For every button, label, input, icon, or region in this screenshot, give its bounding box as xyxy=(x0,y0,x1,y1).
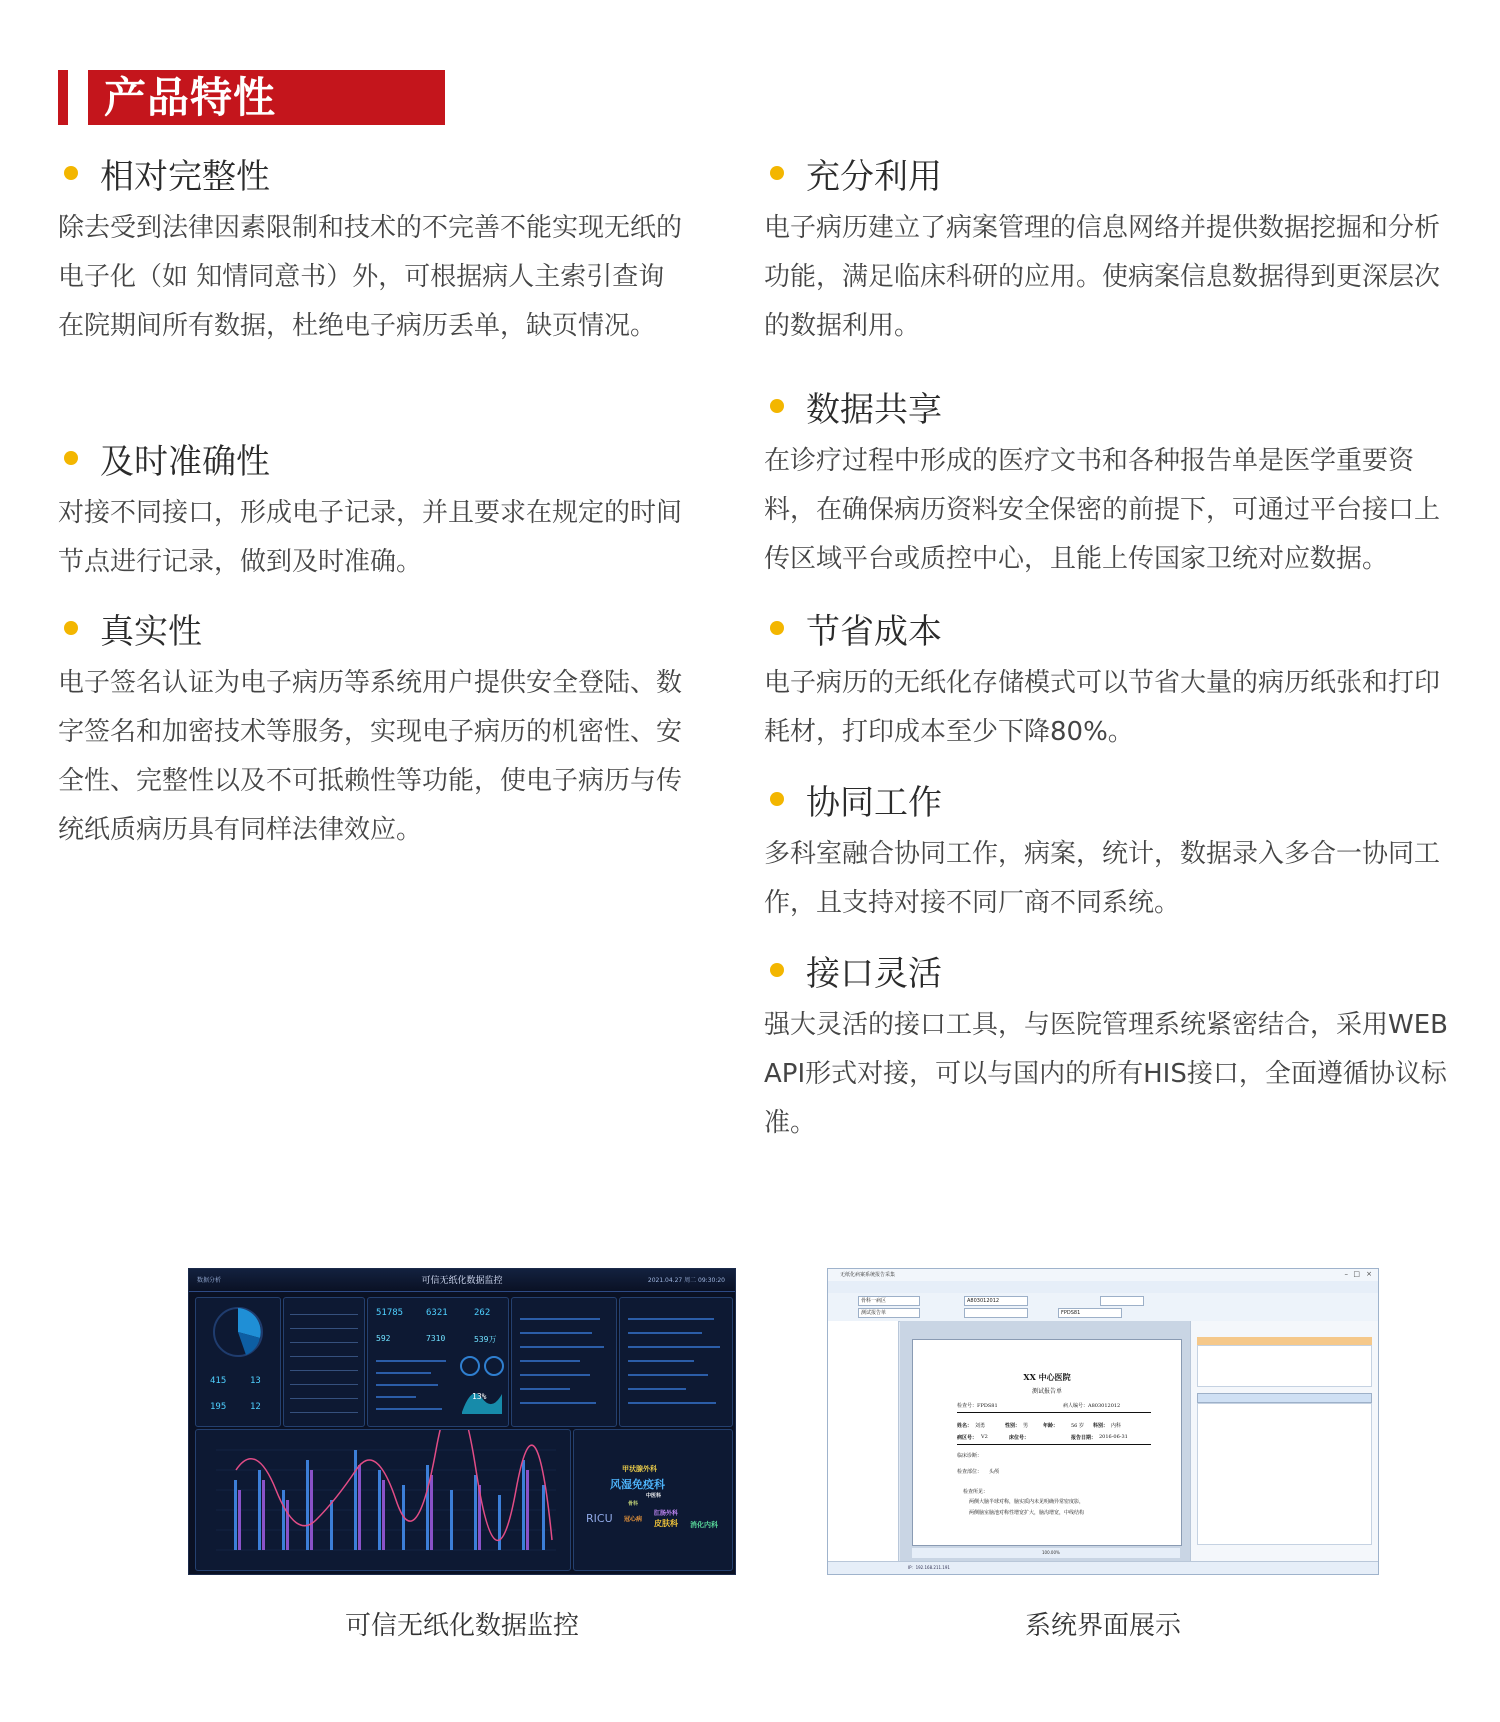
bullet-icon xyxy=(770,621,784,635)
status-bar xyxy=(828,1561,1378,1574)
system-ui-screenshot xyxy=(827,1268,1379,1575)
doc-finding-line: 两侧大脑半球对称，脑实质内未见明确异常密度影， xyxy=(969,1499,1085,1505)
feature-title: 及时准确性 xyxy=(100,441,270,482)
name-field[interactable] xyxy=(1100,1296,1144,1306)
gauge-value: 13% xyxy=(472,1392,487,1401)
dashboard-wordcloud xyxy=(573,1429,733,1571)
doc-title: 测试报告单 xyxy=(1031,1388,1062,1395)
stat-value: 6321 xyxy=(426,1308,448,1318)
doc-finding-line: 两侧脑室脑池对称性增宽扩大，脑沟增宽，中线结构 xyxy=(969,1510,1085,1516)
feature-body: 对接不同接口，形成电子记录，并且要求在规定的时间节点进行记录，做到及时准确。 xyxy=(58,498,683,577)
dashboard-panel-ranking xyxy=(619,1297,733,1427)
dashboard-topbar xyxy=(189,1269,735,1292)
caption-dashboard: 可信无纸化数据监控 xyxy=(344,1611,579,1641)
stat-value: 592 xyxy=(376,1334,391,1343)
feature-title: 节省成本 xyxy=(806,611,942,652)
bullet-icon xyxy=(64,166,78,180)
doc-date-value: 2016-06-31 xyxy=(1099,1434,1128,1440)
doc-age-label: 年龄： xyxy=(1043,1423,1059,1429)
section-title: 产品特性 xyxy=(88,70,445,125)
wordcloud-term: 皮肤科 xyxy=(654,1519,678,1528)
feature-integrity xyxy=(58,150,688,351)
feature-title: 接口灵活 xyxy=(806,953,942,994)
doc-finding-label: 检查所见： xyxy=(963,1489,989,1495)
trend-chart-graphic xyxy=(196,1430,570,1570)
feature-body: 多科室融合协同工作，病案，统计，数据录入多合一协同工作，且支持对接不同厂商不同系统。 xyxy=(764,839,1441,918)
wordcloud-term: 风湿免疫科 xyxy=(610,1478,665,1491)
wordcloud-term: 骨科 xyxy=(628,1501,639,1507)
bullet-icon xyxy=(770,792,784,806)
dashboard-panel-stats xyxy=(367,1297,509,1427)
wordcloud-term: 冠心病 xyxy=(624,1516,643,1523)
feature-body: 除去受到法律因素限制和技术的不完善不能实现无纸的电子化（如 知情同意书）外，可根据病人主索引查询在院期间所有数据，杜绝电子病历丢单，缺页情况。 xyxy=(58,213,683,341)
dashboard-left-label: 数据分析 xyxy=(197,1277,222,1284)
bullet-icon xyxy=(64,451,78,465)
date-field[interactable] xyxy=(964,1308,1028,1318)
query-form xyxy=(828,1293,1378,1322)
doc-gender-value: 男 xyxy=(1023,1423,1029,1429)
feature-collaboration xyxy=(764,776,1464,928)
wordcloud-term: 肛肠外科 xyxy=(654,1510,679,1517)
pie-gauge-icon xyxy=(196,1298,280,1368)
doc-name-label: 姓名： xyxy=(957,1423,973,1429)
document-page xyxy=(912,1339,1182,1546)
preview-toolbar xyxy=(912,1548,1180,1558)
stat-value: 12 xyxy=(250,1402,261,1412)
dashboard-title: 可信无纸化数据监控 xyxy=(421,1276,503,1286)
dept-field[interactable]: 骨科一病区 xyxy=(858,1296,920,1306)
feature-title: 充分利用 xyxy=(806,156,942,197)
dashboard-panel-list xyxy=(511,1297,617,1427)
stat-value: 262 xyxy=(474,1308,491,1318)
stat-value: 51785 xyxy=(376,1308,404,1318)
doc-bed-label: 床位号： xyxy=(1009,1435,1030,1441)
feature-cost-saving xyxy=(764,605,1464,757)
feature-utilization xyxy=(764,150,1464,351)
feature-title: 真实性 xyxy=(100,611,202,652)
caption-system-ui: 系统界面展示 xyxy=(1024,1611,1181,1641)
wordcloud-term: 中医科 xyxy=(646,1493,662,1499)
doc-age-value: 56 岁 xyxy=(1071,1423,1084,1429)
bullet-icon xyxy=(770,399,784,413)
stat-value: 13 xyxy=(250,1376,261,1386)
maximize-icon[interactable]: □ xyxy=(1353,1270,1360,1278)
doc-ward-label: 病区号： xyxy=(957,1435,978,1441)
stat-value: 539万 xyxy=(474,1335,497,1344)
doc-name-value: 刘勇 xyxy=(975,1423,986,1429)
bullet-icon xyxy=(770,963,784,977)
doc-diag-label: 临床诊断： xyxy=(957,1453,983,1459)
status-ip: IP：192.168.211.191 xyxy=(908,1565,950,1570)
feature-data-sharing xyxy=(764,383,1464,584)
doc-ward-value: V2 xyxy=(981,1434,988,1440)
id-field[interactable]: A803012012 xyxy=(964,1296,1028,1306)
doc-date-label: 报告日期： xyxy=(1071,1435,1097,1441)
feature-body: 电子病历的无纸化存储模式可以节省大量的病历纸张和打印耗材，打印成本至少下降80%。 xyxy=(764,668,1441,747)
window-title: 无纸化病案系统报告采集 xyxy=(840,1272,896,1278)
dashboard-date: 2021.04.27 周二 09:30:20 xyxy=(647,1277,725,1284)
doc-dept-label: 科别： xyxy=(1093,1423,1109,1429)
feature-body: 在诊疗过程中形成的医疗文书和各种报告单是医学重要资料，在确保病历资料安全保密的前提下，可通过平台接口上传区域平台或质控中心，且能上传国家卫统对应数据。 xyxy=(764,446,1441,574)
wordcloud-term: 甲状腺外科 xyxy=(622,1465,657,1473)
doc-site-value: 头颅 xyxy=(989,1469,1000,1475)
minimize-icon[interactable]: – xyxy=(1344,1270,1348,1278)
wordcloud-term: RICU xyxy=(586,1512,613,1525)
feature-title: 数据共享 xyxy=(806,389,942,430)
stat-value: 7310 xyxy=(426,1334,446,1343)
stat-value: 415 xyxy=(210,1376,227,1386)
bullet-icon xyxy=(770,166,784,180)
ring-gauge-icon xyxy=(458,1354,506,1418)
feature-authenticity xyxy=(58,605,688,855)
dashboard-screenshot xyxy=(188,1268,736,1575)
feature-body: 强大灵活的接口工具，与医院管理系统紧密结合，采用WEB API形式对接，可以与国内的所有HIS接口，全面遵循协议标准。 xyxy=(764,1010,1448,1138)
feature-body: 电子病历建立了病案管理的信息网络并提供数据挖掘和分析功能，满足临床科研的应用。使病案信息数据得到更深层次的数据利用。 xyxy=(764,213,1441,341)
feature-interface xyxy=(764,947,1464,1148)
doc-site-label: 检查部位： xyxy=(957,1469,983,1475)
report-name-field[interactable]: 测试报告单 xyxy=(858,1308,920,1318)
feature-title: 协同工作 xyxy=(806,782,942,823)
feature-body: 电子签名认证为电子病历等系统用户提供安全登陆、数字签名和加密技术等服务，实现电子病历的机密性、安全性、完整性以及不可抵赖性等功能，使电子病历与传统纸质病历具有同样法律效应。 xyxy=(58,668,683,845)
feature-title: 相对完整性 xyxy=(100,156,270,197)
dashboard-trend-chart xyxy=(195,1429,571,1571)
zoom-level[interactable]: 100.00% xyxy=(1042,1550,1060,1555)
patient-no-field[interactable]: FPDS81 xyxy=(1058,1308,1122,1318)
doc-patient-line: 病人编号：A803012012 xyxy=(1063,1403,1121,1409)
feature-timeliness xyxy=(58,435,688,587)
bullet-icon xyxy=(64,621,78,635)
dashboard-panel-table xyxy=(283,1297,365,1427)
close-icon[interactable]: × xyxy=(1366,1270,1372,1278)
report-list-pane xyxy=(828,1321,899,1562)
stat-value: 195 xyxy=(210,1402,227,1412)
right-pane xyxy=(1190,1321,1378,1562)
wordcloud-term: 消化内科 xyxy=(690,1521,718,1529)
doc-hospital: XX 中心医院 xyxy=(1023,1372,1071,1382)
doc-gender-label: 性别： xyxy=(1005,1423,1021,1429)
doc-id-line: 检查号：FPDS81 xyxy=(957,1403,998,1409)
header-accent-bar xyxy=(58,70,68,125)
dashboard-panel-gauge xyxy=(195,1297,281,1427)
doc-dept-value: 内科 xyxy=(1111,1423,1122,1429)
